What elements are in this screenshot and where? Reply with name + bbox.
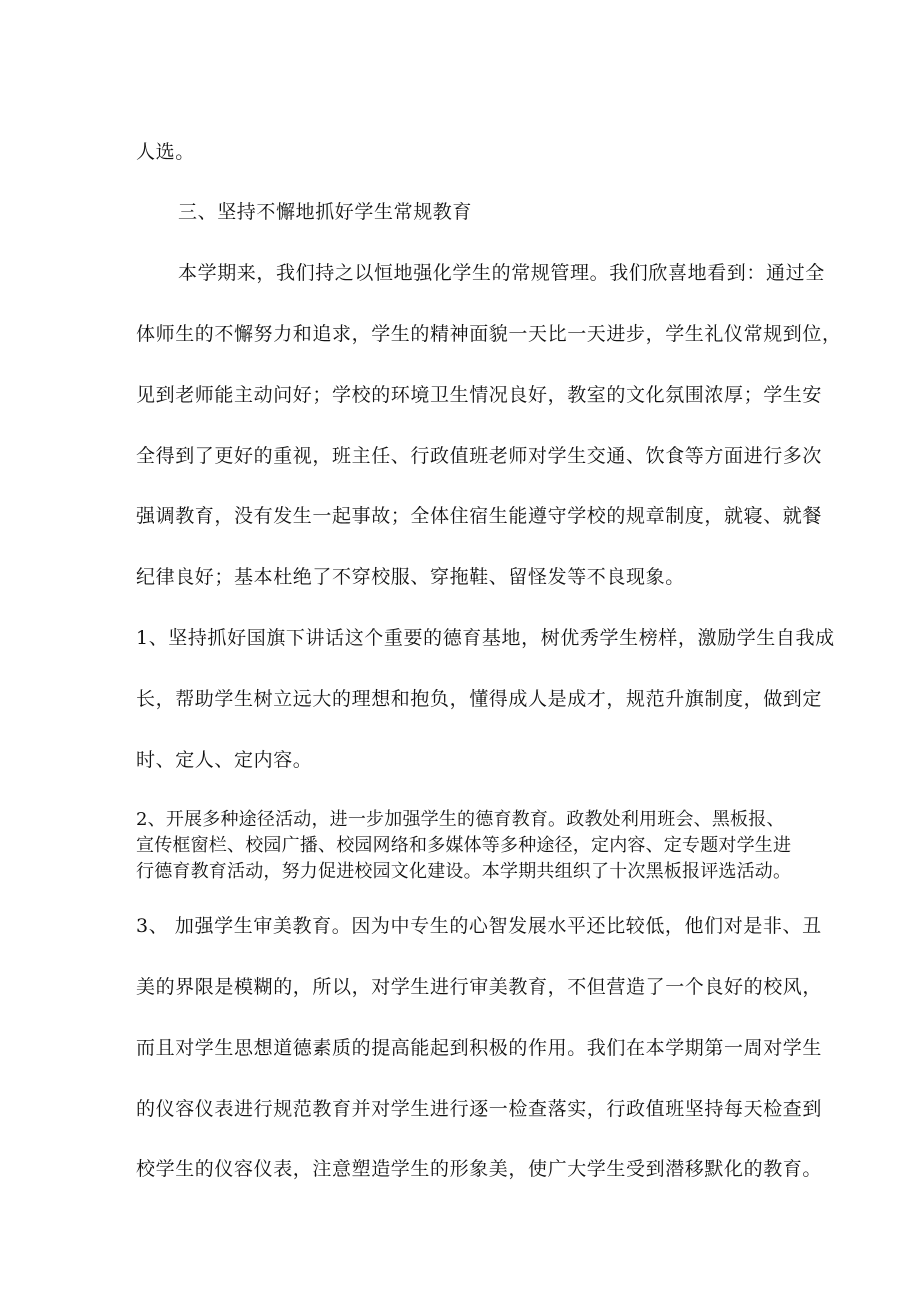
text-line-7: 强调教育，没有发生一起事故；全体住宿生能遵守学校的规章制度，就寝、就餐 [136,505,823,527]
text-line-9: 1、坚持抓好国旗下讲话这个重要的德育基地，树优秀学生榜样，激励学生自我成 [136,627,835,649]
text-line-19: 校学生的仪容仪表，注意塑造学生的形象美，使广大学生受到潜移默化的教育。 [136,1158,823,1180]
text-line-6: 全得到了更好的重视，班主任、行政值班老师对学生交通、饮食等方面进行多次 [136,445,823,467]
text-line-1: 人选。 [136,141,195,163]
text-line-15: 3、 加强学生审美教育。因为中专生的心智发展水平还比较低，他们对是非、丑 [136,915,822,937]
text-line-10: 长，帮助学生树立远大的理想和抱负，懂得成人是成才，规范升旗制度，做到定 [136,688,823,710]
text-line-5: 见到老师能主动问好；学校的环境卫生情况良好，教室的文化氛围浓厚；学生安 [136,384,823,406]
text-line-13: 宣传框窗栏、校园广播、校园网络和多媒体等多种途径，定内容、定专题对学生进 [136,835,792,856]
text-line-17: 而且对学生思想道德素质的提高能起到积极的作用。我们在本学期第一周对学生 [136,1037,823,1059]
text-line-8: 纪律良好；基本杜绝了不穿校服、穿拖鞋、留怪发等不良现象。 [136,566,685,588]
text-line-3: 本学期来，我们持之以恒地强化学生的常规管理。我们欣喜地看到：通过全 [178,262,825,284]
section-heading: 三、坚持不懈地抓好学生常规教育 [178,201,473,223]
text-line-4: 体师生的不懈努力和追求，学生的精神面貌一天比一天进步，学生礼仪常规到位， [136,323,842,345]
text-line-18: 的仪容仪表进行规范教育并对学生进行逐一检查落实，行政值班坚持每天检查到 [136,1098,823,1120]
text-line-14: 行德育教育活动，努力促进校园文化建设。本学期共组织了十次黑板报评选活动。 [136,861,792,882]
text-line-16: 美的界限是模糊的，所以，对学生进行审美教育，不但营造了一个良好的校风， [136,976,823,998]
text-line-12: 2、开展多种途径活动，进一步加强学生的德育教育。政教处利用班会、黑板报、 [136,809,785,830]
text-line-11: 时、定人、定内容。 [136,749,313,771]
